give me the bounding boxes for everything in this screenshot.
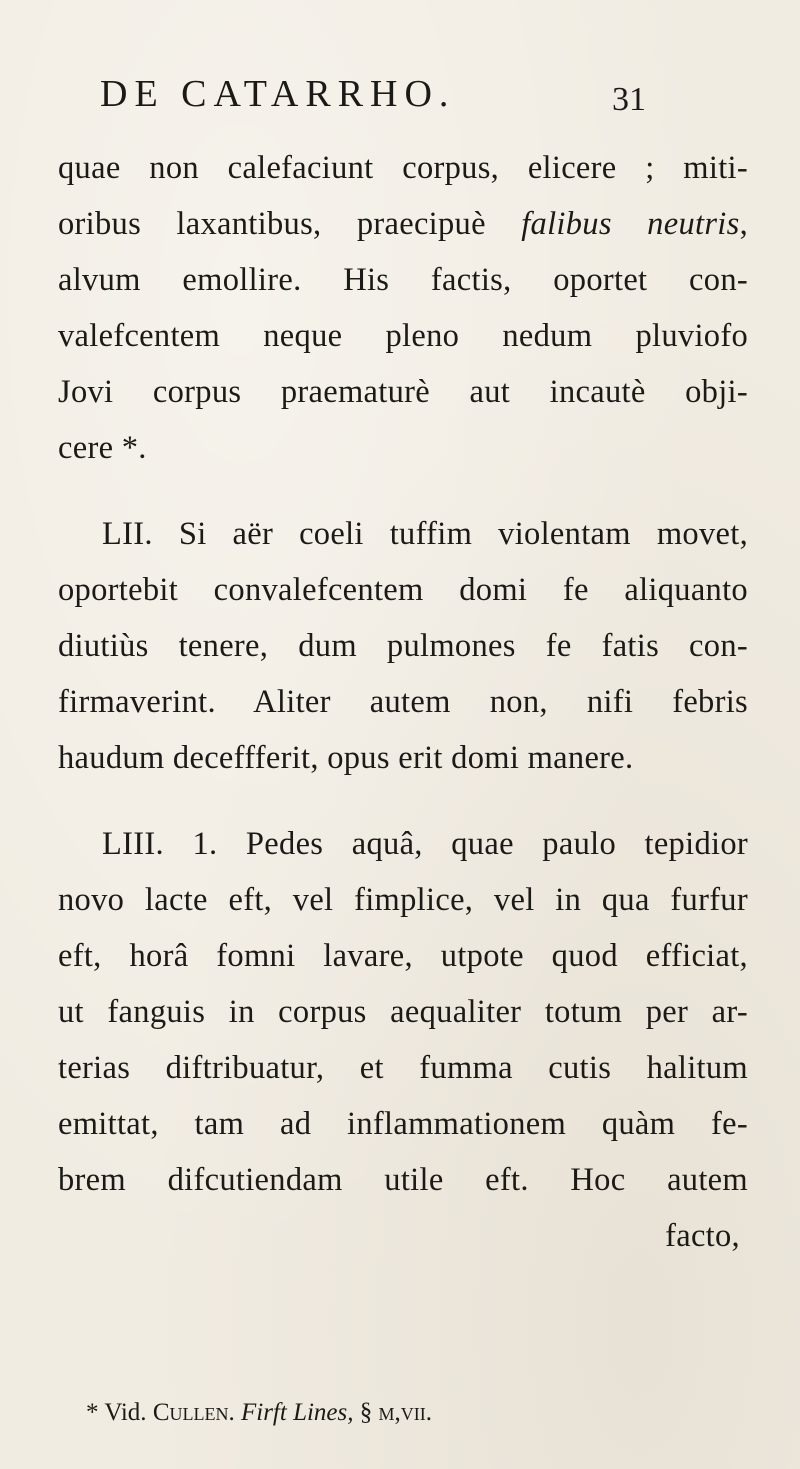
body-text (58, 140, 748, 1264)
running-title: DE CATARRHO. (100, 73, 456, 115)
paragraph-1 (58, 140, 748, 476)
text-span: , (739, 206, 748, 242)
text-line: cere *. (58, 430, 147, 466)
text-line: LIII. 1. Pedes aquâ, quae paulo tepidior (102, 826, 748, 862)
text-line: LII. Si aër coeli tuffim violentam movet, (102, 516, 748, 552)
text-line: firmaverint. Aliter autem non, nifi febris (58, 684, 748, 720)
italic-phrase: falibus neutris (521, 206, 740, 242)
paragraph-lii (58, 506, 748, 786)
text-line: alvum emollire. His factis, oportet con- (58, 262, 748, 298)
text-line: oportebit convalefcentem domi fe aliquanto (58, 572, 748, 608)
text-line: terias diftribuatur, et fumma cutis halitum (58, 1050, 748, 1086)
footnote-prefix: Vid. (104, 1399, 147, 1426)
footnote-author: Cullen. (152, 1399, 235, 1426)
text-line: diutiùs tenere, dum pulmones fe fatis con- (58, 628, 748, 664)
text-line: haudum deceffferit, opus erit domi manere. (58, 740, 634, 776)
footnote-marker: * (86, 1399, 99, 1426)
text-line: eft, horâ fomni lavare, utpote quod efficiat, (58, 938, 748, 974)
catchword: facto, (665, 1218, 740, 1254)
page-number: 31 (612, 81, 646, 118)
text-line: brem difcutiendam utile eft. Hoc autem (58, 1162, 748, 1198)
text-line: emittat, tam ad inflammationem quàm fe- (58, 1106, 748, 1142)
text-line: valefcentem neque pleno nedum pluviofo (58, 318, 748, 354)
footnote (86, 1396, 706, 1430)
text-line: quae non calefaciunt corpus, elicere ; miti- (58, 150, 748, 186)
text-span: oribus laxantibus, praecipuè (58, 206, 522, 242)
paragraph-liii (58, 816, 748, 1264)
text-line: Jovi corpus praematurè aut incautè obji- (58, 374, 748, 410)
footnote-section: § m,vii. (359, 1399, 432, 1426)
text-line: novo lacte eft, vel fimplice, vel in qua furfur (58, 882, 748, 918)
page-header (0, 72, 800, 116)
footnote-title: Firft Lines, (240, 1399, 354, 1426)
text-line: ut fanguis in corpus aequaliter totum per ar- (58, 994, 748, 1030)
text-line (58, 196, 748, 252)
